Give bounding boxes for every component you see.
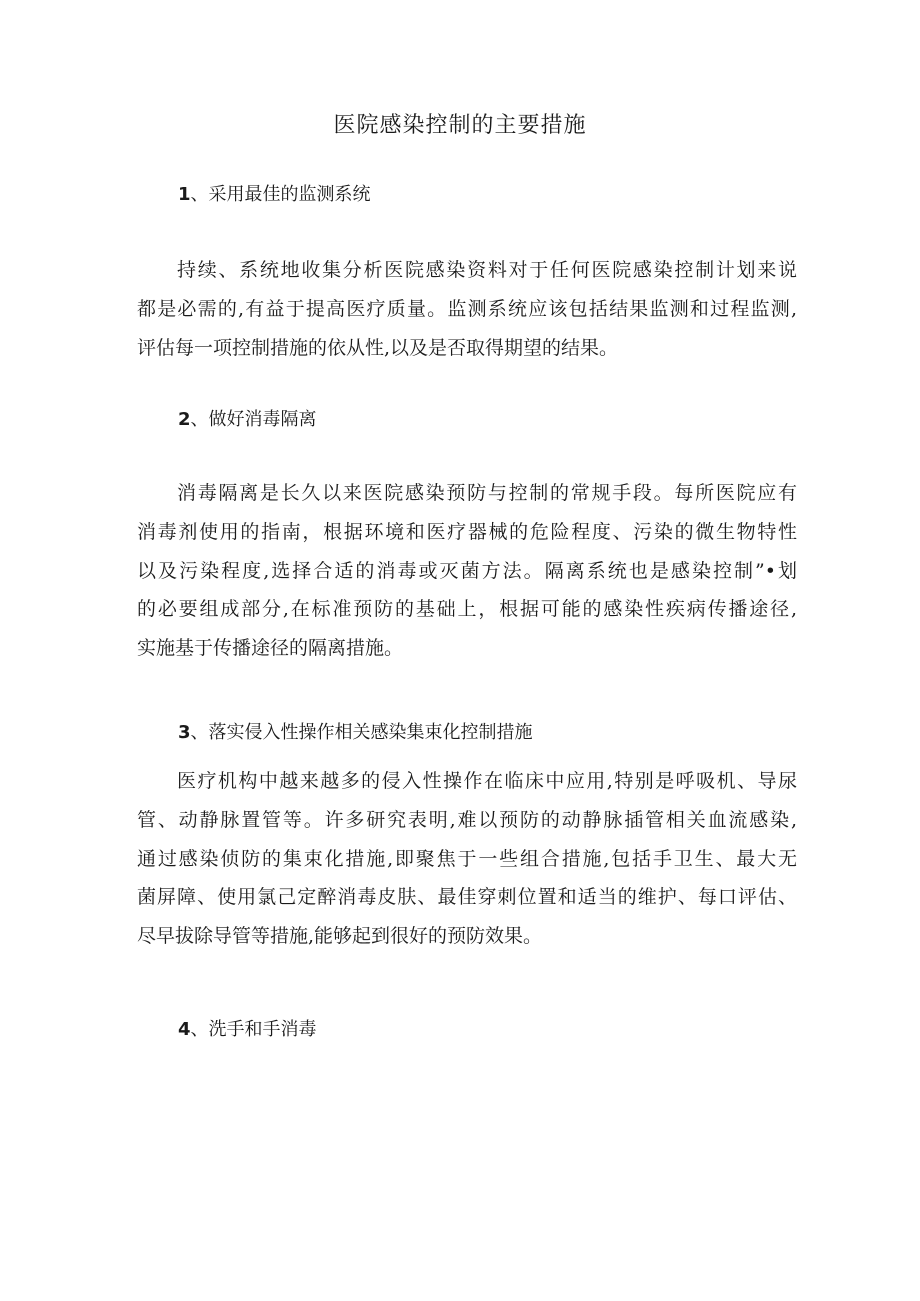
section-heading-4 — [178, 1016, 317, 1044]
paragraph-line: 评估每一项控制措施的依从性,以及是否取得期望的结果。 — [137, 336, 619, 359]
paragraph-line: 医疗机构中越来越多的侵入性操作在临床中应用,特别是呼吸机、导尿 — [177, 770, 797, 792]
section-number: 1 — [178, 184, 191, 205]
section-paragraph-2 — [137, 474, 797, 668]
section-number: 2 — [178, 409, 191, 430]
section-heading-2 — [178, 406, 317, 434]
paragraph-line: 菌屏障、使用氯己定醉消毒皮肤、最佳穿刺位置和适当的维护、每口评估、 — [137, 886, 797, 909]
paragraph-line: 持续、系统地收集分析医院感染资料对于任何医院感染控制计划来说 — [177, 259, 797, 281]
paragraph-line: 以及污染程度,选择合适的消毒或灭菌方法。隔离系统也是感染控制”•划 — [137, 559, 797, 582]
paragraph-line: 通过感染侦防的集束化措施,即聚焦于一些组合措施,包括手卫生、最大无 — [137, 847, 797, 870]
section-heading-text: 、采用最佳的监测系统 — [190, 184, 371, 205]
paragraph-line: 尽早拔除导管等措施,能够起到很好的预防效果。 — [137, 925, 543, 948]
paragraph-line: 消毒隔离是长久以来医院感染预防与控制的常规手段。每所医院应有 — [177, 482, 797, 504]
paragraph-line: 管、动静脉置管等。许多研究表明,难以预防的动静脉插管相关血流感染, — [137, 808, 797, 831]
section-paragraph-1 — [137, 251, 797, 367]
section-heading-1 — [178, 181, 371, 209]
paragraph-line: 消毒剂使用的指南，根据环境和医疗器械的危险程度、污染的微生物特性 — [137, 520, 797, 543]
section-paragraph-3 — [137, 762, 797, 956]
section-heading-text: 、做好消毒隔离 — [190, 409, 317, 430]
section-heading-text: 、落实侵入性操作相关感染集束化控制措施 — [190, 722, 533, 743]
paragraph-line: 实施基于传播途径的隔离措施。 — [137, 637, 404, 660]
section-number: 3 — [178, 722, 191, 743]
section-heading-3 — [178, 719, 533, 747]
section-number: 4 — [178, 1019, 191, 1040]
section-heading-text: 、洗手和手消毒 — [190, 1019, 317, 1040]
page-title: 医院感染控制的主要措施 — [333, 113, 587, 138]
paragraph-line: 的必要组成部分,在标准预防的基础上，根据可能的感染性疾病传播途径, — [137, 598, 797, 621]
paragraph-line: 都是必需的,有益于提高医疗质量。监测系统应该包括结果监测和过程监测, — [137, 297, 797, 320]
